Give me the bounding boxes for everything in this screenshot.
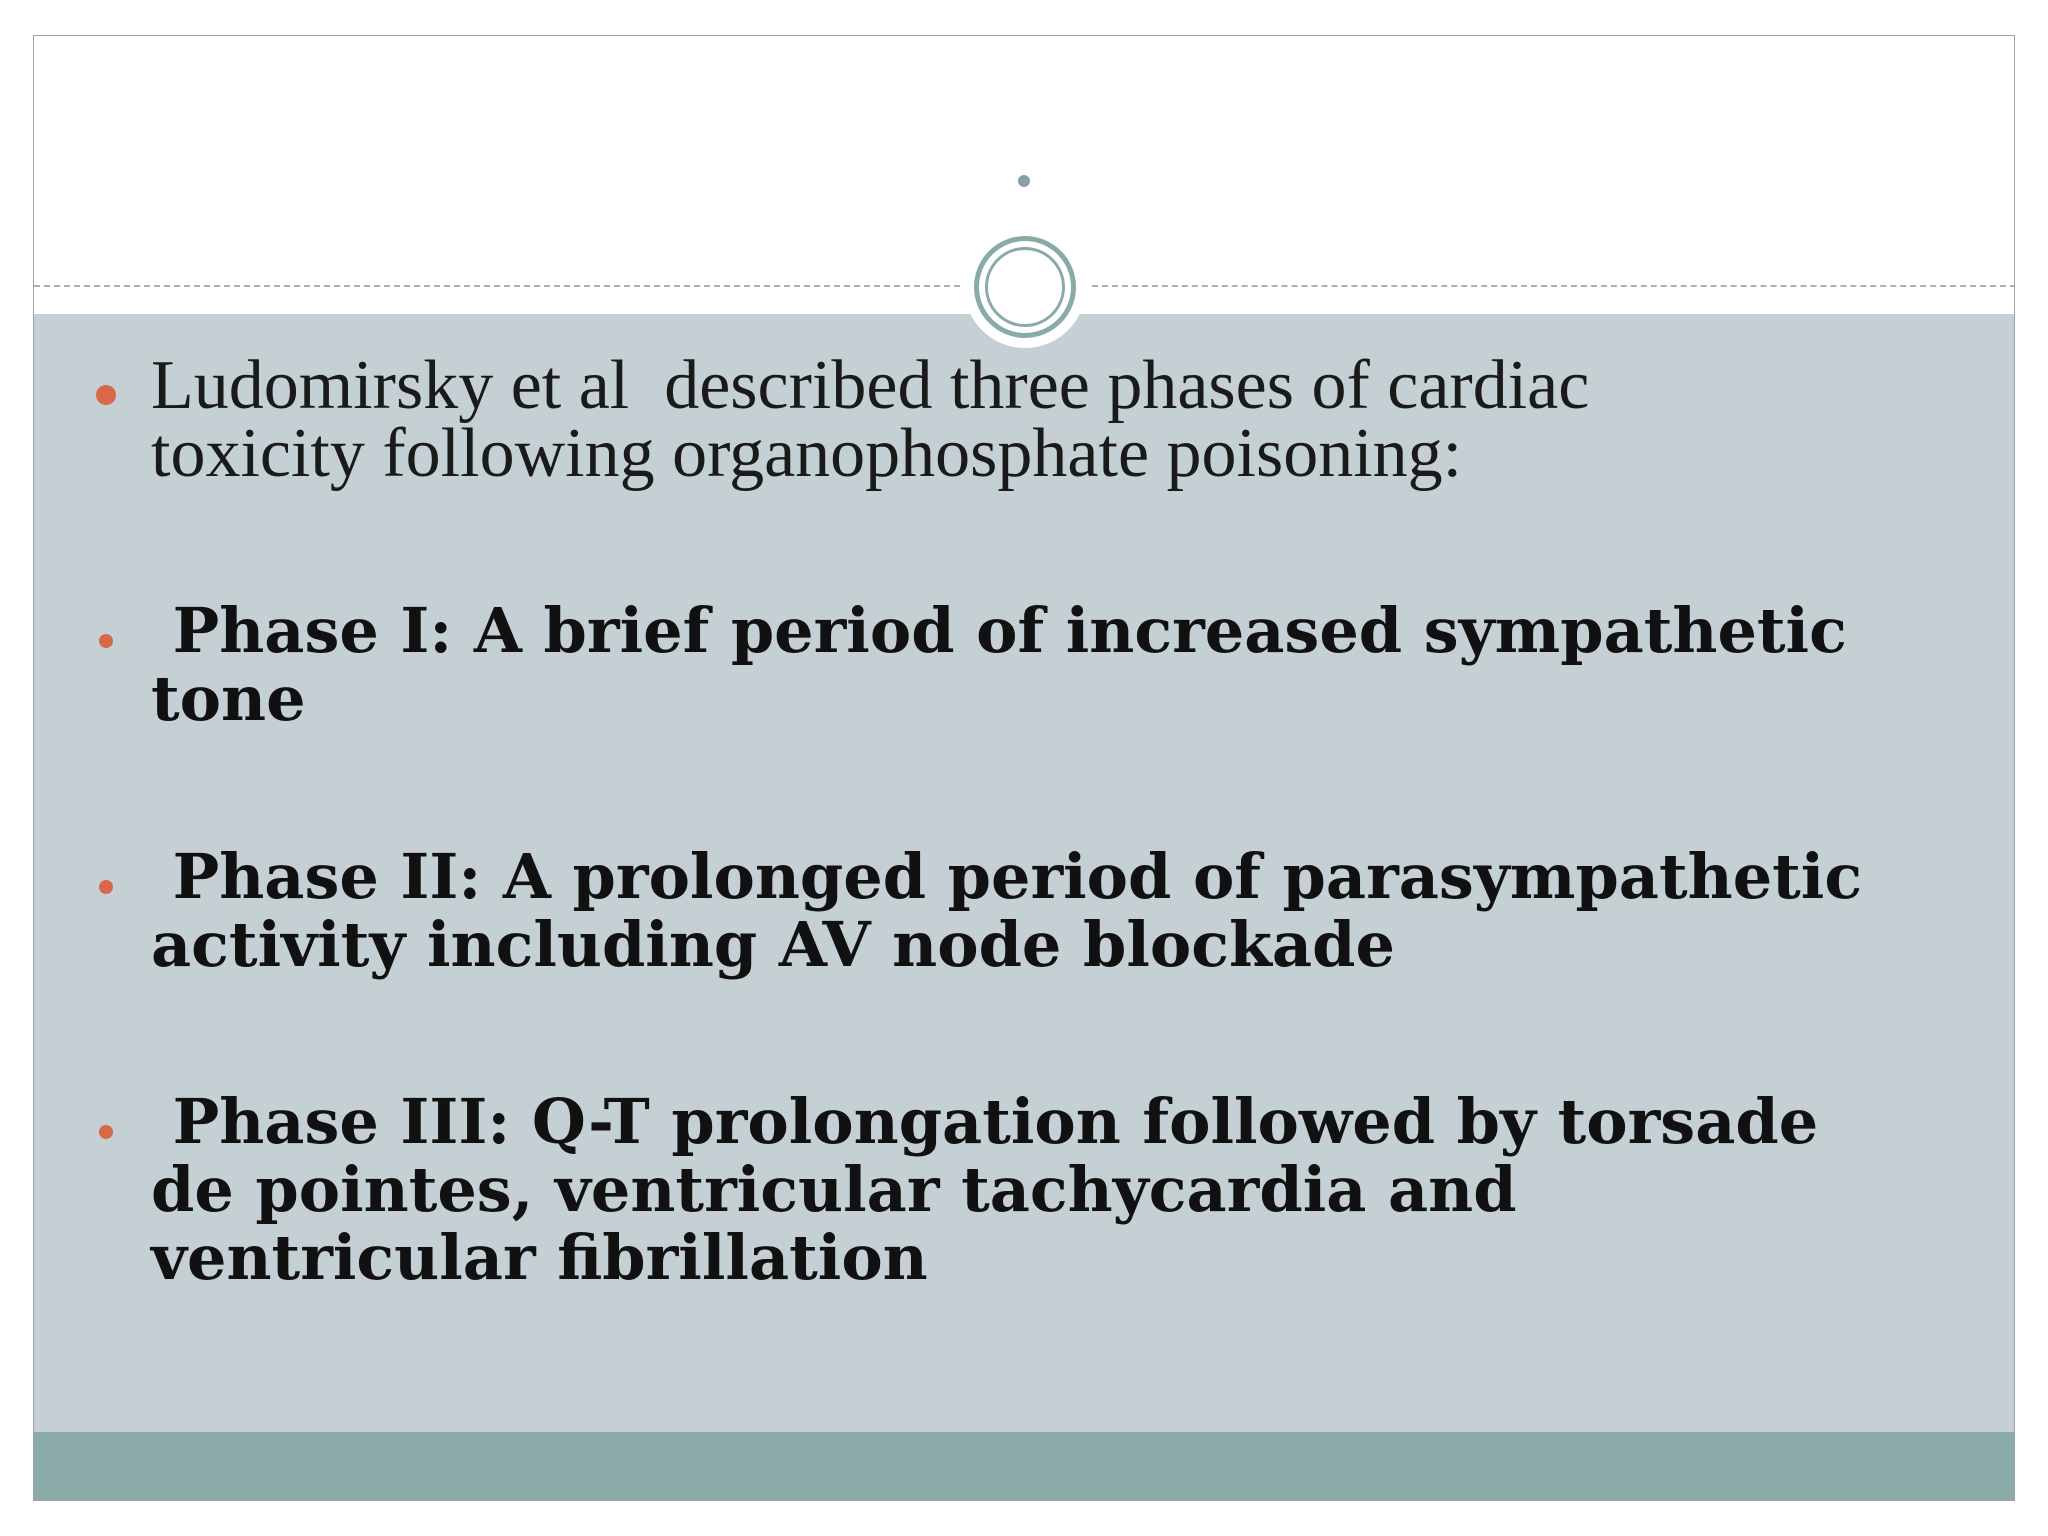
bullet-line: ventricular fibrillation	[151, 1221, 928, 1294]
ring-ornament-inner	[985, 247, 1065, 327]
footer-band	[34, 1432, 2014, 1501]
bullet-item-1	[151, 347, 1590, 492]
bullet-item-4	[151, 1085, 1819, 1294]
bullet-line: tone	[151, 662, 306, 735]
bullet-dot	[99, 1125, 113, 1139]
bullet-line: activity including AV node blockade	[151, 908, 1395, 981]
bullet-dot	[96, 385, 116, 405]
bullet-line: Phase II: A prolonged period of parasympathetic	[151, 840, 1863, 913]
bullet-line: toxicity following organophosphate poisoning:	[151, 415, 1463, 492]
divider-line-left	[34, 285, 960, 287]
bullet-dot	[99, 634, 113, 648]
bullet-item-3	[151, 840, 1863, 981]
bullet-dot	[99, 880, 113, 894]
title-placeholder-dot	[1018, 175, 1030, 187]
bullet-line: Phase III: Q-T prolongation followed by torsade	[151, 1085, 1819, 1158]
slide	[33, 35, 2015, 1501]
bullet-item-2	[151, 594, 1847, 735]
divider-line-right	[1092, 285, 2015, 287]
bullet-line: Phase I: A brief period of increased sympathetic	[151, 594, 1847, 667]
bullet-line: Ludomirsky et al described three phases of cardiac	[151, 347, 1590, 424]
bullet-line: de pointes, ventricular tachycardia and	[151, 1153, 1517, 1226]
